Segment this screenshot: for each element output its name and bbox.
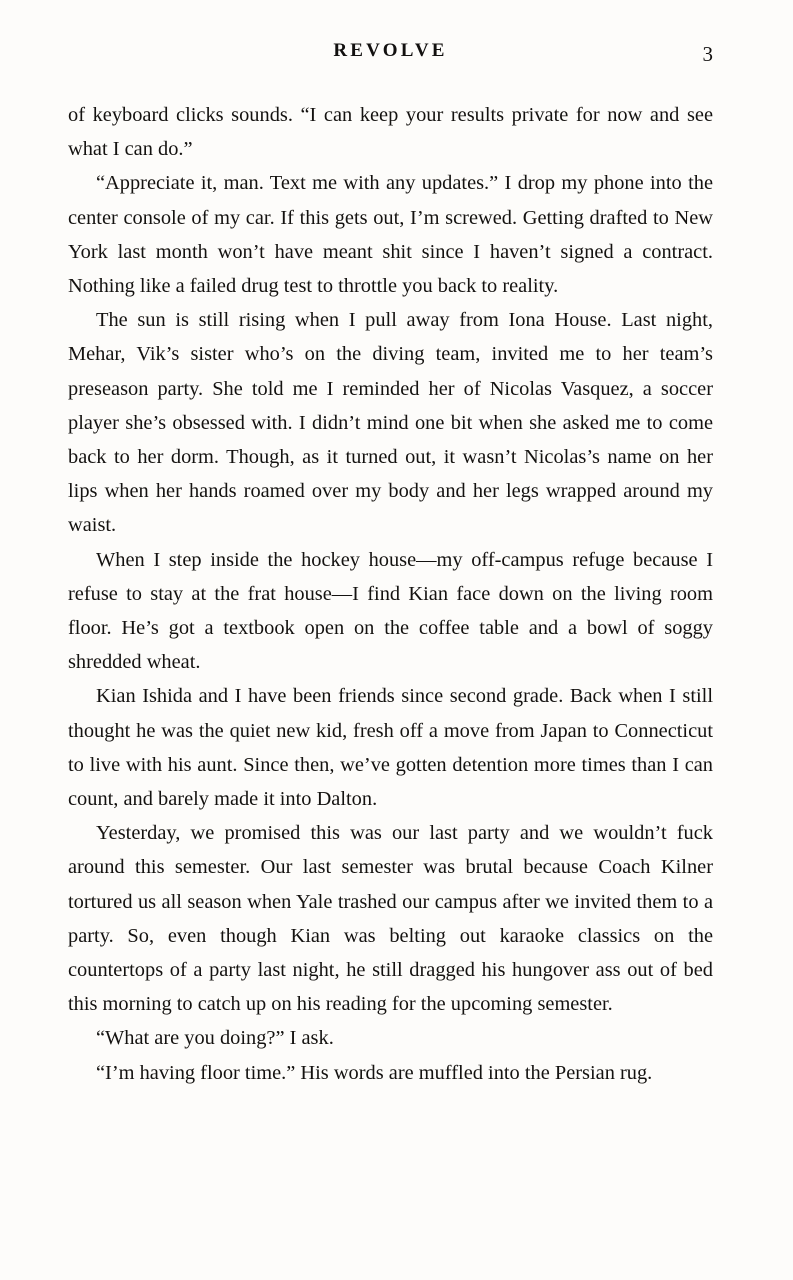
- paragraph: “What are you doing?” I ask.: [96, 1027, 334, 1050]
- paragraph: “I’m having floor time.” His words are muffled into the Persian rug.: [96, 1061, 653, 1084]
- running-head: [68, 40, 713, 80]
- page-number: 3: [702, 42, 713, 66]
- body-text: [68, 98, 713, 1090]
- paragraph: “Appreciate it, man. Text me with any updates.” I drop my phone into the center console of my car. If this gets out, I’m screwed. Getting drafted to New York last month won’t have meant shit since I haven’t signed a contract. Nothing like a failed drug test to throttle you back to reality.: [68, 172, 713, 298]
- paragraph: Yesterday, we promised this was our last party and we wouldn’t fuck around this semester. Our last semester was brutal because Coach Kilner tortured us all season when Yale trashed our campus after we invited them to a party. So, even though Kian was belting out karaoke classics on the countertops of a party last night, he still dragged his hungover ass out of bed this morning to catch up on his reading for the upcoming semester.: [68, 822, 713, 1016]
- paragraph: of keyboard clicks sounds. “I can keep your results private for now and see what I can do.”: [68, 104, 713, 161]
- paragraph: The sun is still rising when I pull away from Iona House. Last night, Mehar, Vik’s sister who’s on the diving team, invited me to her team’s preseason party. She told me I reminded her of Nicolas Vasquez, a soccer player she’s obsessed with. I didn’t mind one bit when she asked me to come back to her dorm. Though, as it turned out, it wasn’t Nicolas’s name on her lips when her hands roamed over my body and her legs wrapped around my waist.: [68, 309, 713, 537]
- book-title: REVOLVE: [333, 40, 448, 61]
- page-content-area: [68, 40, 713, 1090]
- paragraph: When I step inside the hockey house—my off-campus refuge because I refuse to stay at the frat house—I find Kian face down on the living room floor. He’s got a textbook open on the coffee table and a bowl of soggy shredded wheat.: [68, 548, 713, 674]
- paragraph: Kian Ishida and I have been friends since second grade. Back when I still thought he was the quiet new kid, fresh off a move from Japan to Connecticut to live with his aunt. Since then, we’ve gotten detention more times than I can count, and barely made it into Dalton.: [68, 685, 713, 811]
